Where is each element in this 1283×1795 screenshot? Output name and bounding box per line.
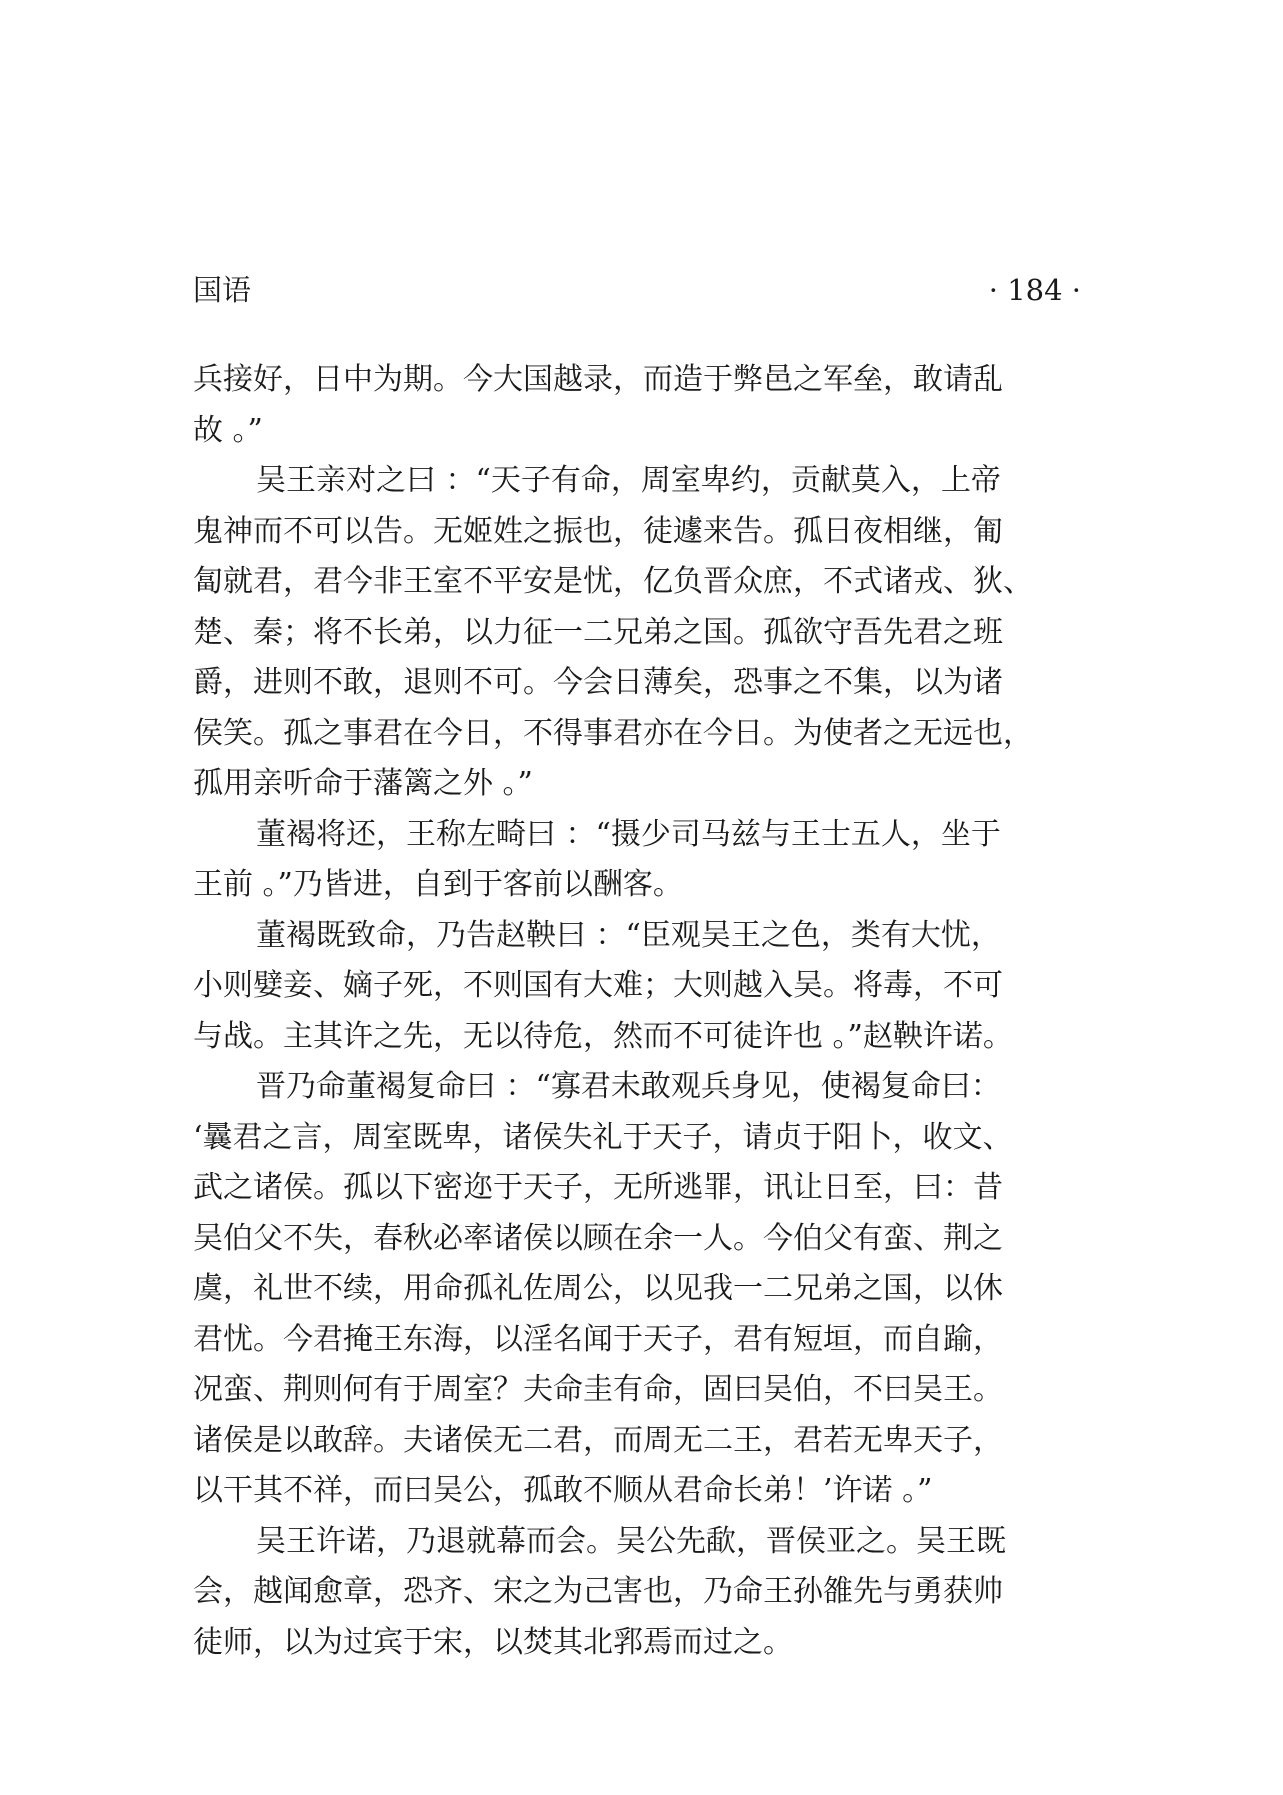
- text-line: 吴伯父不失，春秋必率诸侯以顾在余一人。今伯父有蛮、荆之: [193, 1220, 1003, 1256]
- text-line: 匐就君，君今非王室不平安是忧，亿负晋众庶，不式诸戎、狄、: [193, 564, 1033, 599]
- body-text: [193, 355, 1093, 1668]
- text-line: 诸侯是以敢辞。夫诸侯无二君，而周无二王，君若无卑天子，: [193, 1422, 1003, 1458]
- running-header-title: 国语: [193, 273, 252, 307]
- text-line: 董褐将还，王称左畸曰 ：“摄少司马兹与王士五人，坐于: [256, 816, 1001, 852]
- text-line: 鬼神而不可以告。无姬姓之振也，徒遽来告。孤日夜相继，匍: [193, 513, 1003, 549]
- text-line: 董褐既致命，乃告赵鞅曰 ：“臣观吴王之色，类有大忧，: [256, 917, 1001, 953]
- text-line: 晋乃命董褐复命曰 ：“寡君未敢观兵身见，使褐复命曰：: [256, 1069, 1001, 1104]
- text-line: 孤用亲听命于藩篱之外 。”: [193, 766, 533, 801]
- text-line: 爵，进则不敢，退则不可。今会日薄矣，恐事之不集，以为诸: [193, 665, 1003, 700]
- text-line: 小则嬖妾、嫡子死，不则国有大难；大则越入吴。将毒，不可: [193, 968, 1003, 1003]
- page-number: · 184 ·: [988, 273, 1081, 307]
- text-line: 吴王许诺，乃退就幕而会。吴公先歃，晋侯亚之。吴王既: [256, 1523, 1006, 1559]
- text-line: 以干其不祥，而曰吴公，孤敢不顺从君命长弟！’许诺 。”: [193, 1473, 933, 1508]
- text-line: 虞，礼世不续，用命孤礼佐周公，以见我一二兄弟之国，以休: [193, 1271, 1003, 1306]
- text-line: 武之诸侯。孤以下密迩于天子，无所逃罪，讯让日至，曰：昔: [193, 1170, 1003, 1205]
- text-line: 与战。主其许之先，无以待危，然而不可徒许也 。”赵鞅许诺。: [193, 1018, 1013, 1054]
- text-line: 侯笑。孤之事君在今日，不得事君亦在今日。为使者之无远也，: [193, 715, 1033, 751]
- text-line: 会，越闻愈章，恐齐、宋之为己害也，乃命王孙雒先与勇获帅: [193, 1574, 1003, 1609]
- text-line: 楚、秦；将不长弟，以力征一二兄弟之国。孤欲守吾先君之班: [193, 614, 1003, 650]
- text-line: 徒师，以为过宾于宋，以焚其北郛焉而过之。: [193, 1624, 793, 1660]
- text-line: 兵接好，日中为期。今大国越录，而造于弊邑之军垒，敢请乱: [193, 362, 1003, 397]
- text-line: 君忧。今君掩王东海，以淫名闻于天子，君有短垣，而自踰，: [193, 1321, 1003, 1357]
- text-line: ‘曩君之言，周室既卑，诸侯失礼于天子，请贞于阳卜，收文、: [193, 1119, 1013, 1155]
- text-line: 故 。”: [193, 412, 263, 448]
- text-line: 王前 。”乃皆进，自到于客前以酬客。: [193, 867, 683, 902]
- text-line: 吴王亲对之曰 ：“天子有命，周室卑约，贡献莫入，上帝: [256, 463, 1001, 498]
- text-line: 况蛮、荆则何有于周室？夫命圭有命，固曰吴伯，不曰吴王。: [193, 1372, 1003, 1407]
